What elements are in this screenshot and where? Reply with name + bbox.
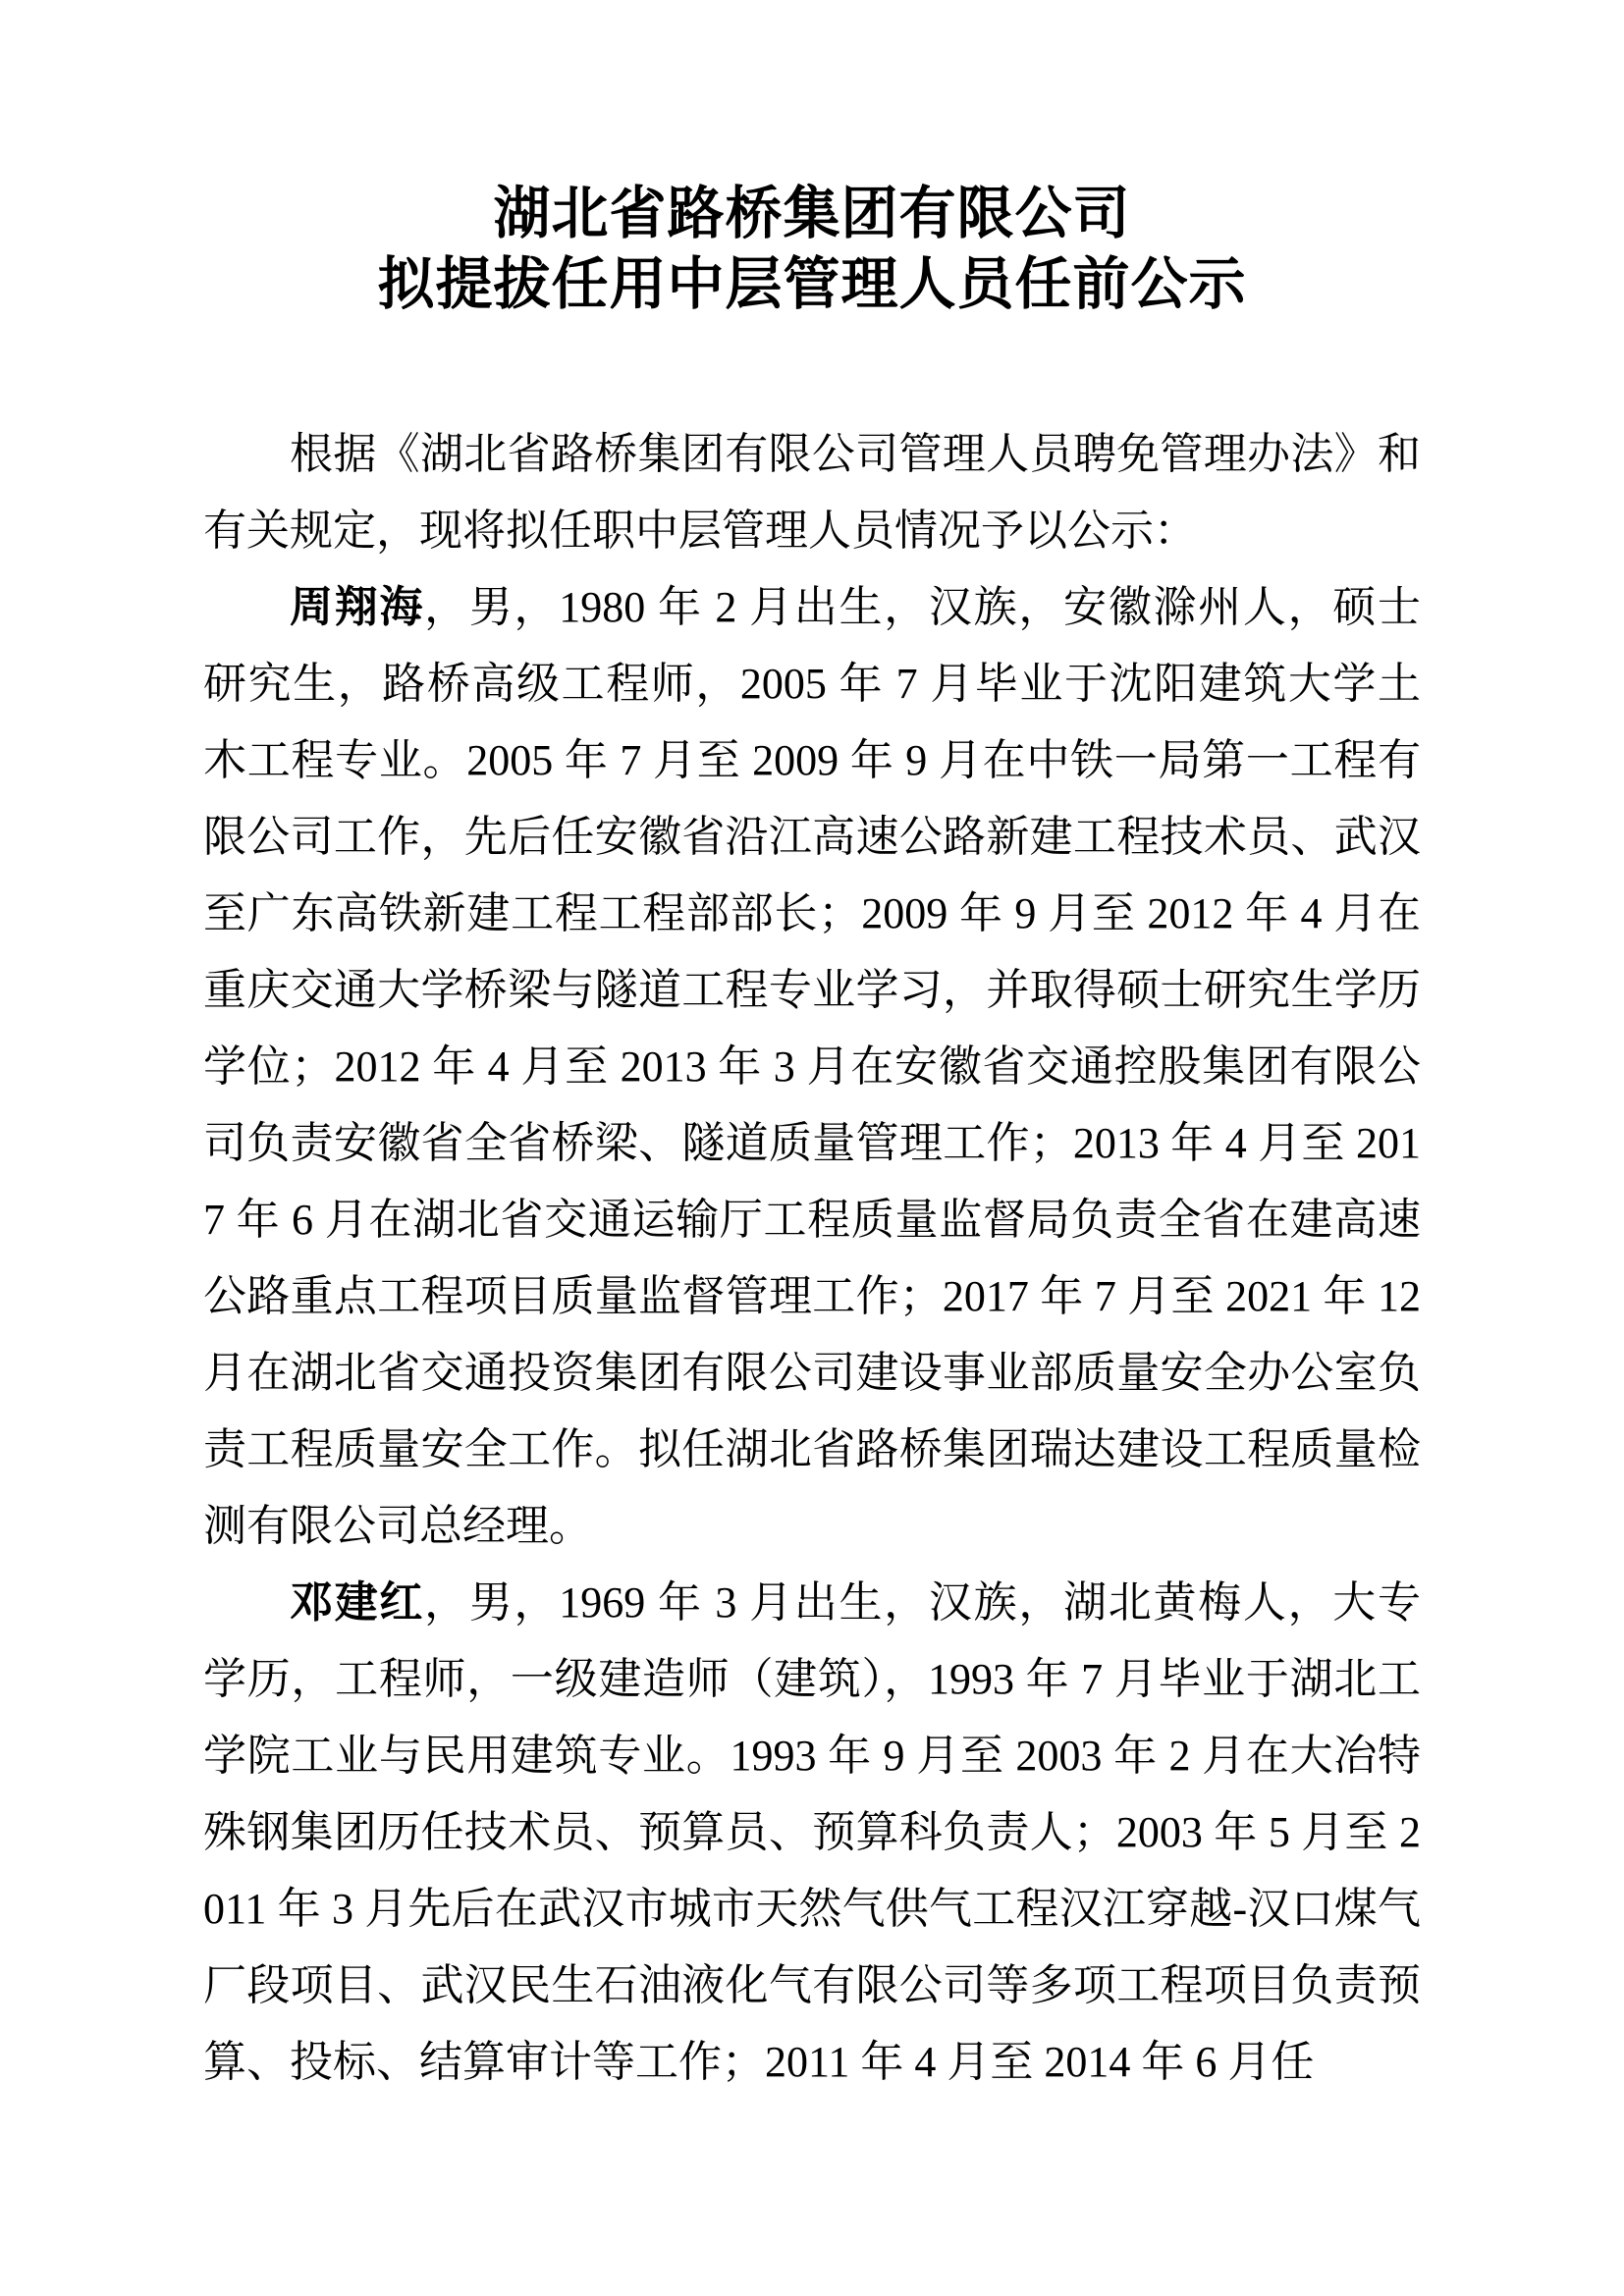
intro-paragraph — [203, 416, 1421, 569]
profile-bio-deng: ，男，1969 年 3 月出生，汉族，湖北黄梅人，大专学历，工程师，一级建造师（建筑），1993 年 7 月毕业于湖北工学院工业与民用建筑专业。1993 年 9 月至 2003 年 2 月在大冶特殊钢集团历任技术员、预算员、预算科负责人；2003 年 5 月至 2011 年 3 月先后在武汉市城市天然气供气工程汉江穿越-汉口煤气厂段项目、武汉民生石油液化气有限公司等多项工程项目负责预算、投标、结算审计等工作；2011 年 4 月至 2014 年 6 月任 — [203, 1578, 1421, 2086]
person-name-deng: 邓建红 — [290, 1578, 425, 1627]
document-body — [203, 416, 1421, 2101]
document-title — [203, 179, 1421, 320]
title-line-1: 湖北省路桥集团有限公司 — [493, 182, 1131, 245]
profile-paragraph-deng — [203, 1565, 1421, 2101]
profile-paragraph-zhou — [203, 569, 1421, 1565]
profile-bio-zhou: ，男，1980 年 2 月出生，汉族，安徽滁州人，硕士研究生，路桥高级工程师，2005 年 7 月毕业于沈阳建筑大学土木工程专业。2005 年 7 月至 2009 年 9 月在中铁一局第一工程有限公司工作，先后任安徽省沿江高速公路新建工程技术员、武汉至广东高铁新建工程工程部部长；2009 年 9 月至 2012 年 4 月在重庆交通大学桥梁与隧道工程专业学习，并取得硕士研究生学历学位；2012 年 4 月至 2013 年 3 月在安徽省交通控股集团有限公司负责安徽省全省桥梁、隧道质量管理工作；2013 年 4 月至 2017 年 6 月在湖北省交通运输厅工程质量监督局负责全省在建高速公路重点工程项目质量监督管理工作；2017 年 7 月至 2021 年 12 月在湖北省交通投资集团有限公司建设事业部质量安全办公室负责工程质量安全工作。拟任湖北省路桥集团瑞达建设工程质量检测有限公司总经理。 — [203, 583, 1421, 1550]
person-name-zhou: 周翔海 — [290, 583, 425, 631]
intro-text: 根据《湖北省路桥集团有限公司管理人员聘免管理办法》和有关规定，现将拟任职中层管理人员情况予以公示： — [203, 430, 1421, 555]
title-line-2: 拟提拔任用中层管理人员任前公示 — [377, 252, 1247, 316]
